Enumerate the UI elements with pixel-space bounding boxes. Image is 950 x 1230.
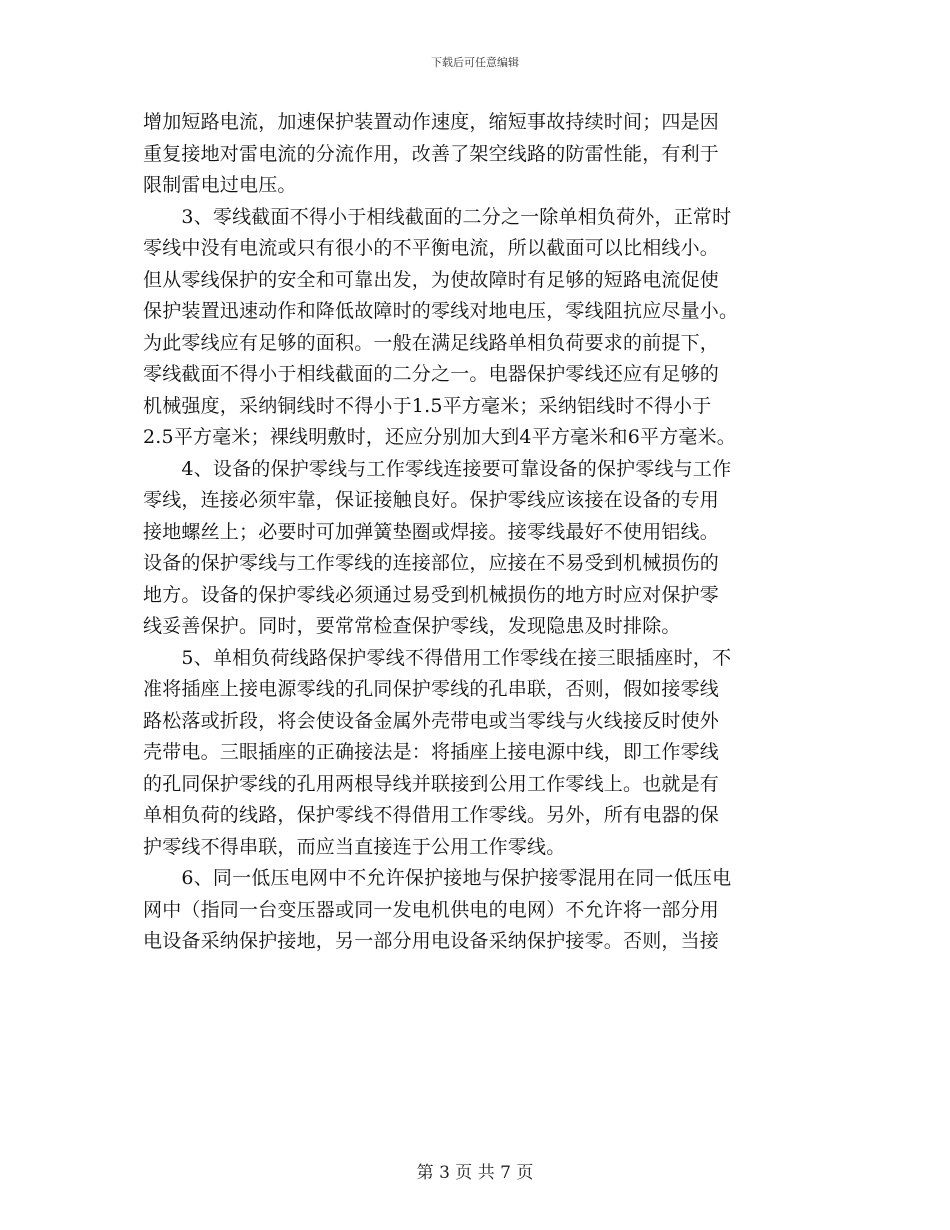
text-line: 6、同一低压电网中不允许保护接地与保护接零混用在同一低压电	[143, 867, 732, 889]
page-header: 下载后可任意编辑	[431, 56, 519, 69]
text-line: 路松落或折段，将会使设备金属外壳带电或当零线与火线接反时使外	[143, 709, 720, 732]
text-line: 零线中没有电流或只有很小的不平衡电流，所以截面可以比相线小。	[143, 237, 720, 259]
text-line: 壳带电。三眼插座的正确接法是：将插座上接电源中线，即工作零线	[143, 741, 720, 763]
text-line: 为此零线应有足够的面积。一般在满足线路单相负荷要求的前提下，	[143, 331, 720, 354]
text-line: 3、零线截面不得小于相线截面的二分之一除单相负荷外，正常时	[143, 205, 732, 228]
text-line: 限制雷电过电压。	[143, 174, 297, 196]
text-line: 机械强度，采纳铜线时不得小于1.5平方毫米；采纳铝线时不得小于	[143, 394, 712, 417]
text-line: 4、设备的保护零线与工作零线连接要可靠设备的保护零线与工作	[143, 457, 732, 480]
text-line: 护零线不得串联，而应当直接连于公用工作零线。	[143, 835, 566, 858]
text-line: 电设备采纳保护接地，另一部分用电设备采纳保护接零。否则，当接	[143, 930, 720, 952]
text-line: 的孔同保护零线的孔用两根导线并联接到公用工作零线上。也就是有	[143, 772, 720, 795]
text-line: 线妥善保护。同时，要常常检查保护零线，发现隐患及时排除。	[143, 615, 681, 637]
text-line: 5、单相负荷线路保护零线不得借用工作零线在接三眼插座时，不	[143, 646, 732, 669]
body-text	[143, 107, 823, 958]
text-line: 增加短路电流，加速保护装置动作速度，缩短事故持续时间；四是因	[143, 111, 720, 133]
text-line: 保护装置迅速动作和降低故障时的零线对地电压，零线阻抗应尽量小。	[143, 300, 739, 322]
text-line: 接地螺丝上；必要时可加弹簧垫圈或焊接。接零线最好不使用铝线。	[143, 520, 720, 543]
text-line: 2.5平方毫米；裸线明敷时，还应分别加大到4平方毫米和6平方毫米。	[143, 426, 736, 448]
text-line: 设备的保护零线与工作零线的连接部位，应接在不易受到机械损伤的	[143, 552, 720, 574]
text-line: 零线，连接必须牢靠，保证接触良好。保护零线应该接在设备的专用	[143, 489, 720, 511]
text-line: 网中（指同一台变压器或同一发电机供电的电网）不允许将一部分用	[143, 898, 720, 921]
text-line: 准将插座上接电源零线的孔同保护零线的孔串联，否则，假如接零线	[143, 678, 720, 700]
text-line: 地方。设备的保护零线必须通过易受到机械损伤的地方时应对保护零	[143, 583, 720, 606]
text-line: 零线截面不得小于相线截面的二分之一。电器保护零线还应有足够的	[143, 363, 720, 385]
text-line: 单相负荷的线路，保护零线不得借用工作零线。另外，所有电器的保	[143, 804, 720, 826]
page-footer: 第 3 页 共 7 页	[416, 1163, 534, 1183]
text-line: 重复接地对雷电流的分流作用，改善了架空线路的防雷性能，有利于	[143, 142, 720, 165]
text-line: 但从零线保护的安全和可靠出发，为使故障时有足够的短路电流促使	[143, 268, 720, 291]
